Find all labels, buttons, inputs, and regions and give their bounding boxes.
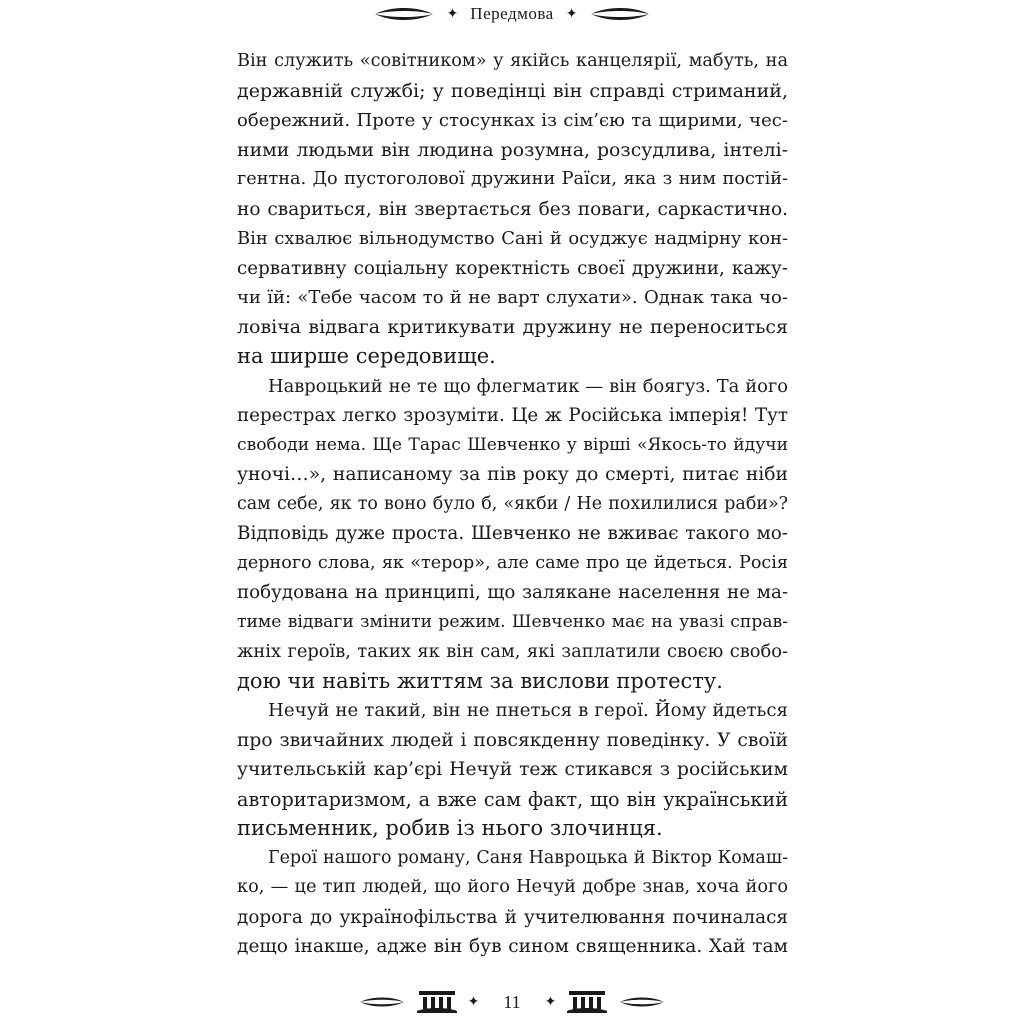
text-line: побудована на принципі, що залякане населення не ма- <box>237 582 788 603</box>
text-line: дою чи навіть життям за вислови протесту. <box>237 668 723 693</box>
header-right-star-icon: ✦ <box>565 6 578 22</box>
text-line: свободи нема. Ще Тарас Шевченко у вірші «Якось-то йдучи <box>237 434 788 455</box>
paragraph <box>237 372 788 697</box>
text-line: обережний. Проте у стосунках із сім’єю та щирими, чес- <box>237 110 788 131</box>
text-line: про звичайних людей і повсякденну поведінку. У своїй <box>237 729 788 751</box>
text-line: жніх героїв, таких як він сам, які заплатили своєю свобо- <box>237 641 788 662</box>
text-line: авторитаризмом, а вже сам факт, що він український <box>237 787 788 811</box>
text-line: сервативну соціальну коректність своєї дружини, кажу- <box>237 257 788 279</box>
text-line: ловіча відвага критикувати дружину не переноситься <box>237 315 788 338</box>
right-temple-ornament-icon <box>566 989 608 1015</box>
text-line: дорога до українофільства й учителювання починалася <box>237 906 788 928</box>
text-line: дещо інакше, адже він був сином священника. Хай там <box>237 936 788 957</box>
text-line: на ширше середовище. <box>237 344 496 368</box>
text-line: дерного слова, як «терор», але саме про це йдеться. Росія <box>237 552 788 573</box>
left-leaf-ornament-icon <box>358 996 406 1008</box>
text-line: чи їй: «Тебе часом то й не варт слухати». Однак така чо- <box>237 287 788 308</box>
text-line: уночі…», написаному за пів року до смерті, питає ніби <box>237 464 788 485</box>
left-leaf-ornament-icon <box>373 7 435 21</box>
right-leaf-ornament-icon <box>618 996 666 1008</box>
text-line: ко, — це тип людей, що його Нечуй добре знав, хоча його <box>237 877 788 897</box>
text-line: Він служить «совітником» у якійсь канцелярії, мабуть, на <box>237 51 788 71</box>
text-line: но свариться, він звертається без поваги, саркастично. <box>237 198 788 220</box>
text-line: державній службі; у поведінці він справді стриманий, <box>237 79 788 102</box>
running-header-title: Передмова <box>470 4 554 23</box>
paragraph <box>237 696 788 844</box>
text-line: Навроцький не те що флегматик — він боягуз. Та його <box>268 375 788 397</box>
text-line: гентна. До пустоголової дружини Раїси, яка з ним постій- <box>237 169 788 189</box>
text-line: Нечуй не такий, він не пнеться в герої. Йому йдеться <box>268 700 788 721</box>
footer-right-star-icon: ✦ <box>544 994 557 1010</box>
paragraph <box>237 844 788 962</box>
text-line: перестрах легко зрозуміти. Це ж Російська імперія! Тут <box>237 405 788 426</box>
text-line: Герої нашого роману, Саня Навроцька й Віктор Комаш- <box>268 847 788 868</box>
page-body-text <box>237 47 788 962</box>
running-header <box>0 0 1024 28</box>
header-left-star-icon: ✦ <box>446 6 459 22</box>
left-temple-ornament-icon <box>416 989 458 1015</box>
text-line: тиме відваги змінити режим. Шевченко має на увазі справ- <box>237 611 788 632</box>
text-line: учительській кар’єрі Нечуй теж стикався з російським <box>237 759 788 780</box>
page-footer <box>0 980 1024 1024</box>
text-line: письменник, робив із нього злочинця. <box>237 816 663 840</box>
text-line: ними людьми він людина розумна, розсудлива, інтелі- <box>237 138 788 161</box>
paragraph <box>237 47 788 372</box>
text-line: сам себе, як то воно було б, «якби / Не похилилися раби»? <box>237 493 788 514</box>
footer-left-star-icon: ✦ <box>467 994 480 1010</box>
text-line: Він схвалює вільнодумство Сані й осуджує надмірну кон- <box>237 228 788 249</box>
right-leaf-ornament-icon <box>589 7 651 21</box>
text-line: Відповідь дуже проста. Шевченко не вживає такого мо- <box>237 523 788 544</box>
page-number: 11 <box>503 991 521 1012</box>
